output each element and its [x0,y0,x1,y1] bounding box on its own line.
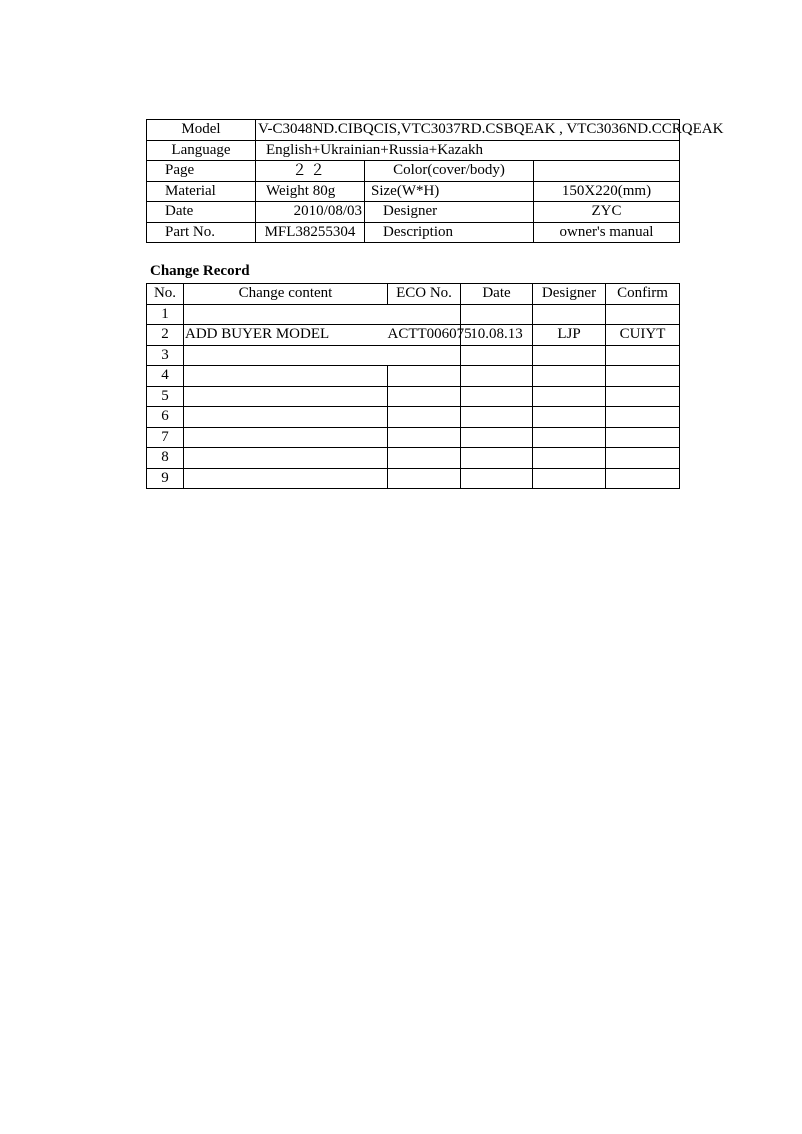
weight-value: Weight 80g [256,181,365,202]
row-confirm [606,366,680,387]
change-header-row [147,284,680,305]
table-row [147,407,680,428]
row-designer [533,366,606,387]
row-content [184,427,388,448]
row-date [461,366,533,387]
header-no: No. [147,284,184,305]
row-content [184,407,388,428]
row-eco: ACTT006075 [388,325,461,346]
spec-row-page [147,161,680,182]
table-row [147,345,680,366]
size-value: 150X220(mm) [534,181,680,202]
row-confirm [606,407,680,428]
row-eco [388,366,461,387]
row-date [461,448,533,469]
color-label: Color(cover/body) [365,161,534,182]
header-confirm: Confirm [606,284,680,305]
row-designer [533,468,606,489]
row-designer [533,386,606,407]
row-content [184,448,388,469]
header-eco-no: ECO No. [388,284,461,305]
row-content [184,468,388,489]
header-change-content: Change content [184,284,388,305]
row-no: 5 [147,386,184,407]
language-label: Language [147,140,256,161]
table-row [147,427,680,448]
row-eco [388,407,461,428]
table-row [147,304,680,325]
row-no: 6 [147,407,184,428]
row-confirm [606,427,680,448]
row-eco [388,448,461,469]
description-value: owner's manual [534,222,680,243]
table-row [147,386,680,407]
row-no: 9 [147,468,184,489]
size-label: Size(W*H) [365,181,534,202]
row-date [461,427,533,448]
spec-row-model [147,120,680,141]
row-eco [388,386,461,407]
row-designer [533,345,606,366]
date-value: 2010/08/03 [256,202,365,223]
row-no: 3 [147,345,184,366]
row-content [184,386,388,407]
row-confirm: CUIYT [606,325,680,346]
header-date: Date [461,284,533,305]
change-record-table [146,283,680,489]
language-value: English+Ukrainian+Russia+Kazakh [256,140,680,161]
row-content [184,304,388,325]
row-date [461,407,533,428]
spec-table [146,119,724,243]
row-eco [388,468,461,489]
row-no: 8 [147,448,184,469]
description-label: Description [365,222,534,243]
row-content: ADD BUYER MODEL [184,325,388,346]
row-eco [388,304,461,325]
row-date [461,345,533,366]
part-label: Part No. [147,222,256,243]
row-confirm [606,386,680,407]
table-row [147,325,680,346]
row-date [461,468,533,489]
change-record-title: Change Record [150,263,250,279]
row-date [461,386,533,407]
row-date: 10.08.13 [461,325,533,346]
row-content [184,366,388,387]
row-no: 1 [147,304,184,325]
row-confirm [606,304,680,325]
spec-row-language [147,140,680,161]
row-designer [533,448,606,469]
row-eco [388,345,461,366]
row-content [184,345,388,366]
part-value: MFL38255304 [256,222,365,243]
page-value: ２２ [256,161,365,182]
row-eco [388,427,461,448]
model-label: Model [147,120,256,141]
table-row [147,448,680,469]
material-label: Material [147,181,256,202]
row-no: 2 [147,325,184,346]
row-designer [533,304,606,325]
row-designer [533,427,606,448]
designer-value: ZYC [534,202,680,223]
spec-row-date [147,202,680,223]
table-row [147,468,680,489]
row-confirm [606,345,680,366]
page-label: Page [147,161,256,182]
row-date [461,304,533,325]
spec-row-material [147,181,680,202]
row-designer: LJP [533,325,606,346]
table-row [147,366,680,387]
model-value: V-C3048ND.CIBQCIS,VTC3037RD.CSBQEAK , VTC3036ND.CCRQEAK [256,120,680,141]
row-no: 7 [147,427,184,448]
spec-row-part [147,222,680,243]
header-designer: Designer [533,284,606,305]
row-designer [533,407,606,428]
color-value [534,161,680,182]
designer-label: Designer [365,202,534,223]
date-label: Date [147,202,256,223]
row-no: 4 [147,366,184,387]
row-confirm [606,448,680,469]
row-confirm [606,468,680,489]
